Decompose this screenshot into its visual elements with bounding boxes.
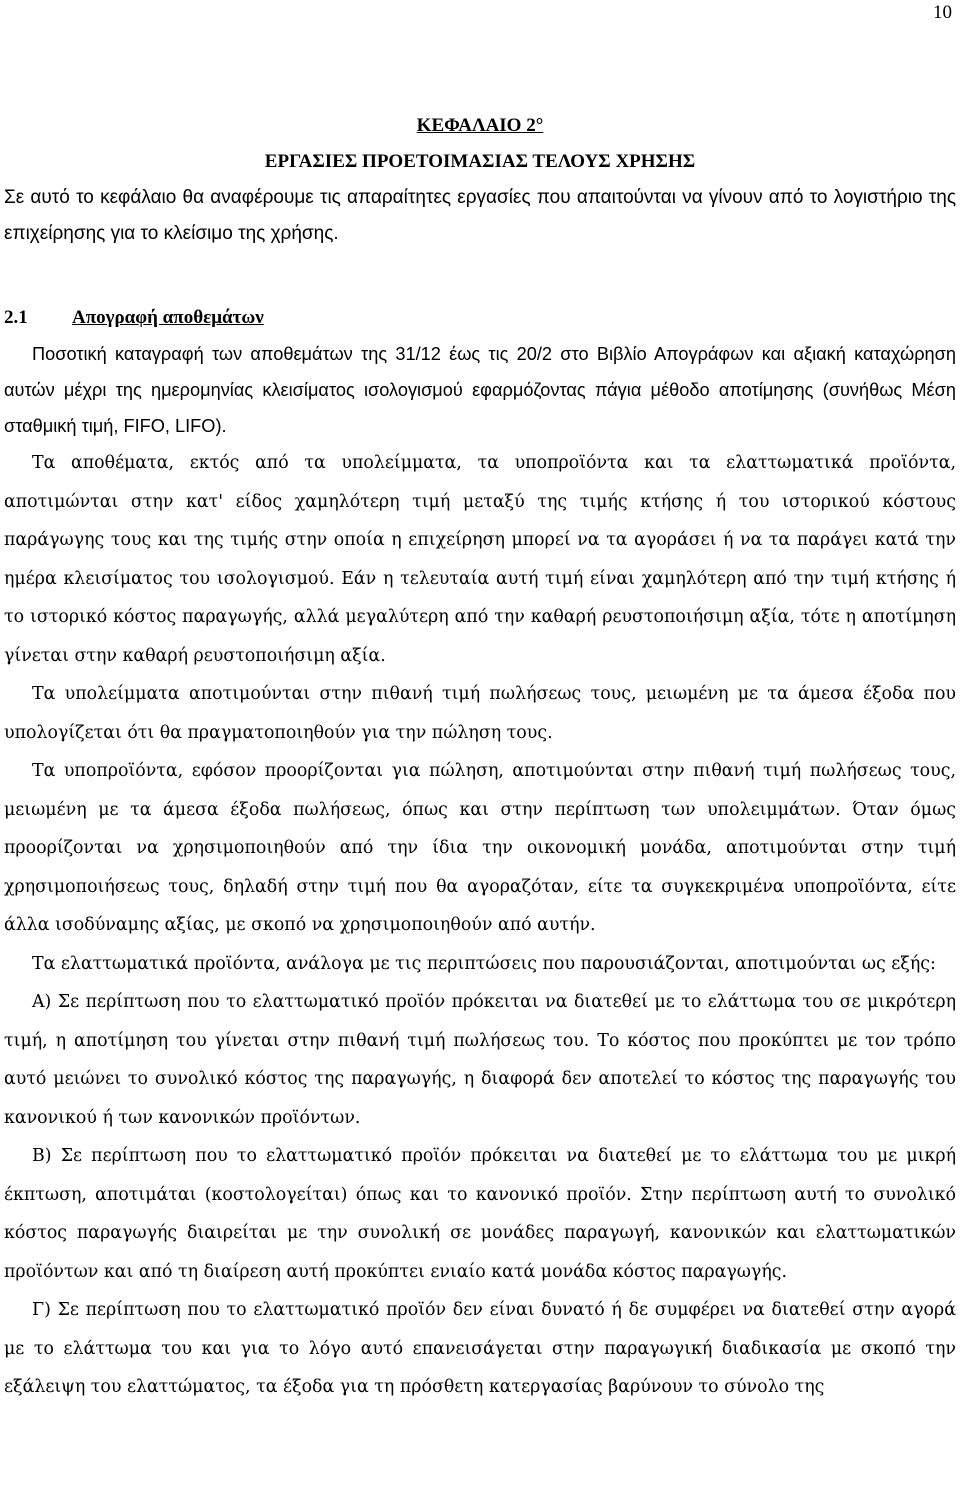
section-title: Απογραφή αποθεμάτων [72,307,264,328]
paragraph-case-b: Β) Σε περίπτωση που το ελαττωματικό προϊόν πρόκειται να διατεθεί με το ελάττωμα του με μικρή έκπτωση, αποτιμάται (κοστολογείται) όπως και το κανονικό προϊόν. Στην περίπτωση αυτή το συνολικό κόστος παραγωγής διαιρείται με την συνολική σε μονάδες παραγωγή, κανονικών και ελαττωματικών προϊόντων και από τη διαίρεση αυτή προκύπτει ενιαίο κατά μονάδα κόστος παραγωγής. [4,1146,956,1282]
paragraph-byproducts: Τα υποπροϊόντα, εφόσον προορίζονται για πώληση, αποτιμούνται στην πιθανή τιμή πωλήσεως τους, μειωμένη με τα άμεσα έξοδα πωλήσεως, όπως και στην περίπτωση των υπολειμμάτων. Όταν όμως προορίζονται να χρησιμοποιηθούν από την ίδια την οικονομική μονάδα, αποτιμούνται στην τιμή χρησιμοποιήσεως τους, δηλαδή στην τιμή που θα αγοραζόταν, είτε τα συγκεκριμένα υποπροϊόντα, είτε άλλα ισοδύναμης αξίας, με σκοπό να χρησιμοποιηθούν από αυτήν. [4,761,956,935]
paragraph-residuals: Τα υπολείμματα αποτιμούνται στην πιθανή τιμή πωλήσεως τους, μειωμένη με τα άμεσα έξοδα που υπολογίζεται ότι θα πραγματοποιηθούν για την πώληση τους. [4,684,956,743]
section-heading [4,300,956,336]
paragraph-valuation-rule: Τα αποθέματα, εκτός από τα υπολείμματα, τα υποπροϊόντα και τα ελαττωματικά προϊόντα, αποτιμώνται στην κατ' είδος χαμηλότερη τιμή μεταξύ της τιμής κτήσης ή του ιστορικού κόστους παράγωγης τους και της τιμής στην οποία η επιχείρηση μπορεί να τα αγοράσει ή να τα παράγει κατά την ημέρα κλεισίματος του ισολογισμού. Εάν η τελευταία αυτή τιμή είναι χαμηλότερη από την τιμή κτήσης ή το ιστορικό κόστος παραγωγής, αλλά μεγαλύτερη από την καθαρή ρευστοποιήσιμη αξία, τότε η αποτίμηση γίνεται στην καθαρή ρευστοποιήσιμη αξία. [4,453,956,666]
intro-paragraph: Σε αυτό το κεφάλαιο θα αναφέρουμε τις απαραίτητες εργασίες που απαιτούνται να γίνουν από το λογιστήριο της επιχείρησης για το κλείσιμο της χρήσης. [4,187,956,244]
paragraph-inventory-count: Ποσοτική καταγραφή των αποθεμάτων της 31/12 έως τις 20/2 στο Βιβλίο Απογράφων και αξιακή καταχώρηση αυτών μέχρι της ημερομηνίας κλεισίματος ισολογισμού εφαρμόζοντας πάγια μέθοδο αποτίμησης (συνήθως Μέση σταθμική τιμή, FIFO, LIFO). [4,344,956,436]
document-body [4,108,956,1407]
paragraph-defective-intro: Τα ελαττωματικά προϊόντα, ανάλογα με τις περιπτώσεις που παρουσιάζονται, αποτιμούνται ως εξής: [32,953,936,974]
paragraph-case-a: Α) Σε περίπτωση που το ελαττωματικό προϊόν πρόκειται να διατεθεί με το ελάττωμα του σε μικρότερη τιμή, η αποτίμηση του γίνεται στην πιθανή τιμή πωλήσεως του. Το κόστος που προκύπτει με τον τρόπο αυτό μειώνει το συνολικό κόστος της παραγωγής, η διαφορά δεν αποτελεί το κόστος της παραγωγής του κανονικού ή των κανονικών προϊόντων. [4,992,956,1128]
section-number: 2.1 [4,307,28,328]
chapter-title: ΚΕΦΑΛΑΙΟ 2° [416,115,544,136]
paragraph-case-c: Γ) Σε περίπτωση που το ελαττωματικό προϊόν δεν είναι δυνατό ή δε συμφέρει να διατεθεί στην αγορά με το ελάττωμα του και για το λόγο αυτό επανεισάγεται στην παραγωγική διαδικασία με σκοπό την εξάλειψη του ελαττώματος, τα έξοδα για τη πρόσθετη κατεργασίας βαρύνουν το σύνολο της [4,1300,956,1397]
chapter-subtitle: ΕΡΓΑΣΙΕΣ ΠΡΟΕΤΟΙΜΑΣΙΑΣ ΤΕΛΟΥΣ ΧΡΗΣΗΣ [264,151,696,172]
page-number: 10 [933,2,952,23]
